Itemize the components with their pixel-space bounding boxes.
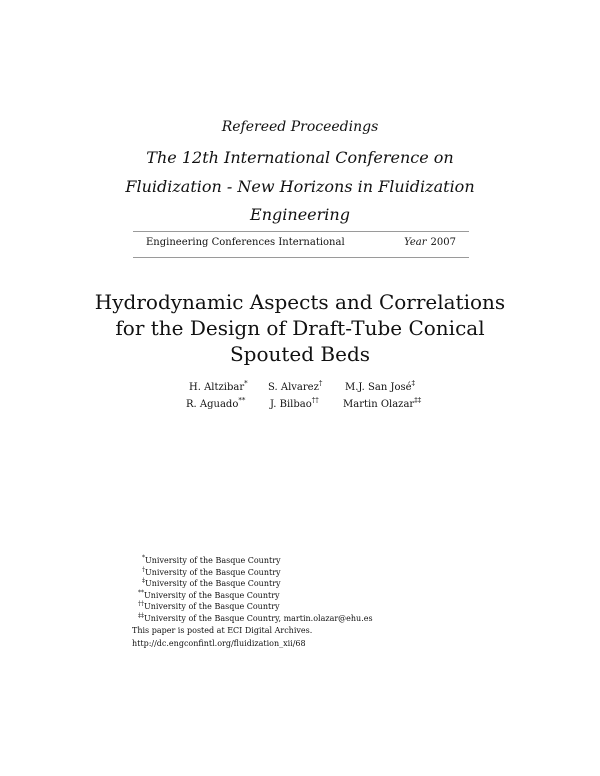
paper-title-line-2: for the Design of Draft-Tube Conical	[115, 316, 485, 340]
footnote: ††University of the Basque Country	[138, 600, 280, 611]
footnote: ‡‡University of the Basque Country, martin.olazar@ehu.es	[138, 612, 373, 623]
footnote: **University of the Basque Country	[138, 589, 280, 600]
publisher-name: Engineering Conferences International	[146, 237, 345, 248]
conference-title-line-1: The 12th International Conference on	[146, 148, 454, 167]
author: J. Bilbao††	[270, 396, 319, 410]
author: H. Altzibar*	[189, 379, 248, 393]
archive-url[interactable]: http://dc.engconfintl.org/fluidization_xii/68	[132, 639, 306, 648]
footnote: *University of the Basque Country	[142, 554, 281, 565]
conference-title-line-3: Engineering	[250, 205, 350, 224]
author: M.J. San José‡	[345, 379, 416, 393]
bottom-rule	[133, 257, 469, 258]
paper-title-line-1: Hydrodynamic Aspects and Correlations	[94, 290, 506, 314]
year-value: 2007	[430, 237, 456, 248]
posting-note: This paper is posted at ECI Digital Archives.	[132, 626, 313, 635]
footnote: ‡University of the Basque Country	[142, 577, 281, 588]
author: S. Alvarez†	[268, 379, 323, 393]
author: Martin Olazar‡‡	[343, 396, 422, 410]
paper-title-line-3: Spouted Beds	[229, 342, 371, 366]
year-label: Year	[404, 237, 427, 248]
footnote: †University of the Basque Country	[142, 566, 281, 577]
author: R. Aguado**	[186, 396, 246, 410]
proceedings-label: Refereed Proceedings	[221, 119, 379, 135]
conference-title-line-2: Fluidization - New Horizons in Fluidization	[125, 177, 475, 196]
publication-year	[404, 237, 456, 248]
top-rule	[133, 231, 469, 232]
